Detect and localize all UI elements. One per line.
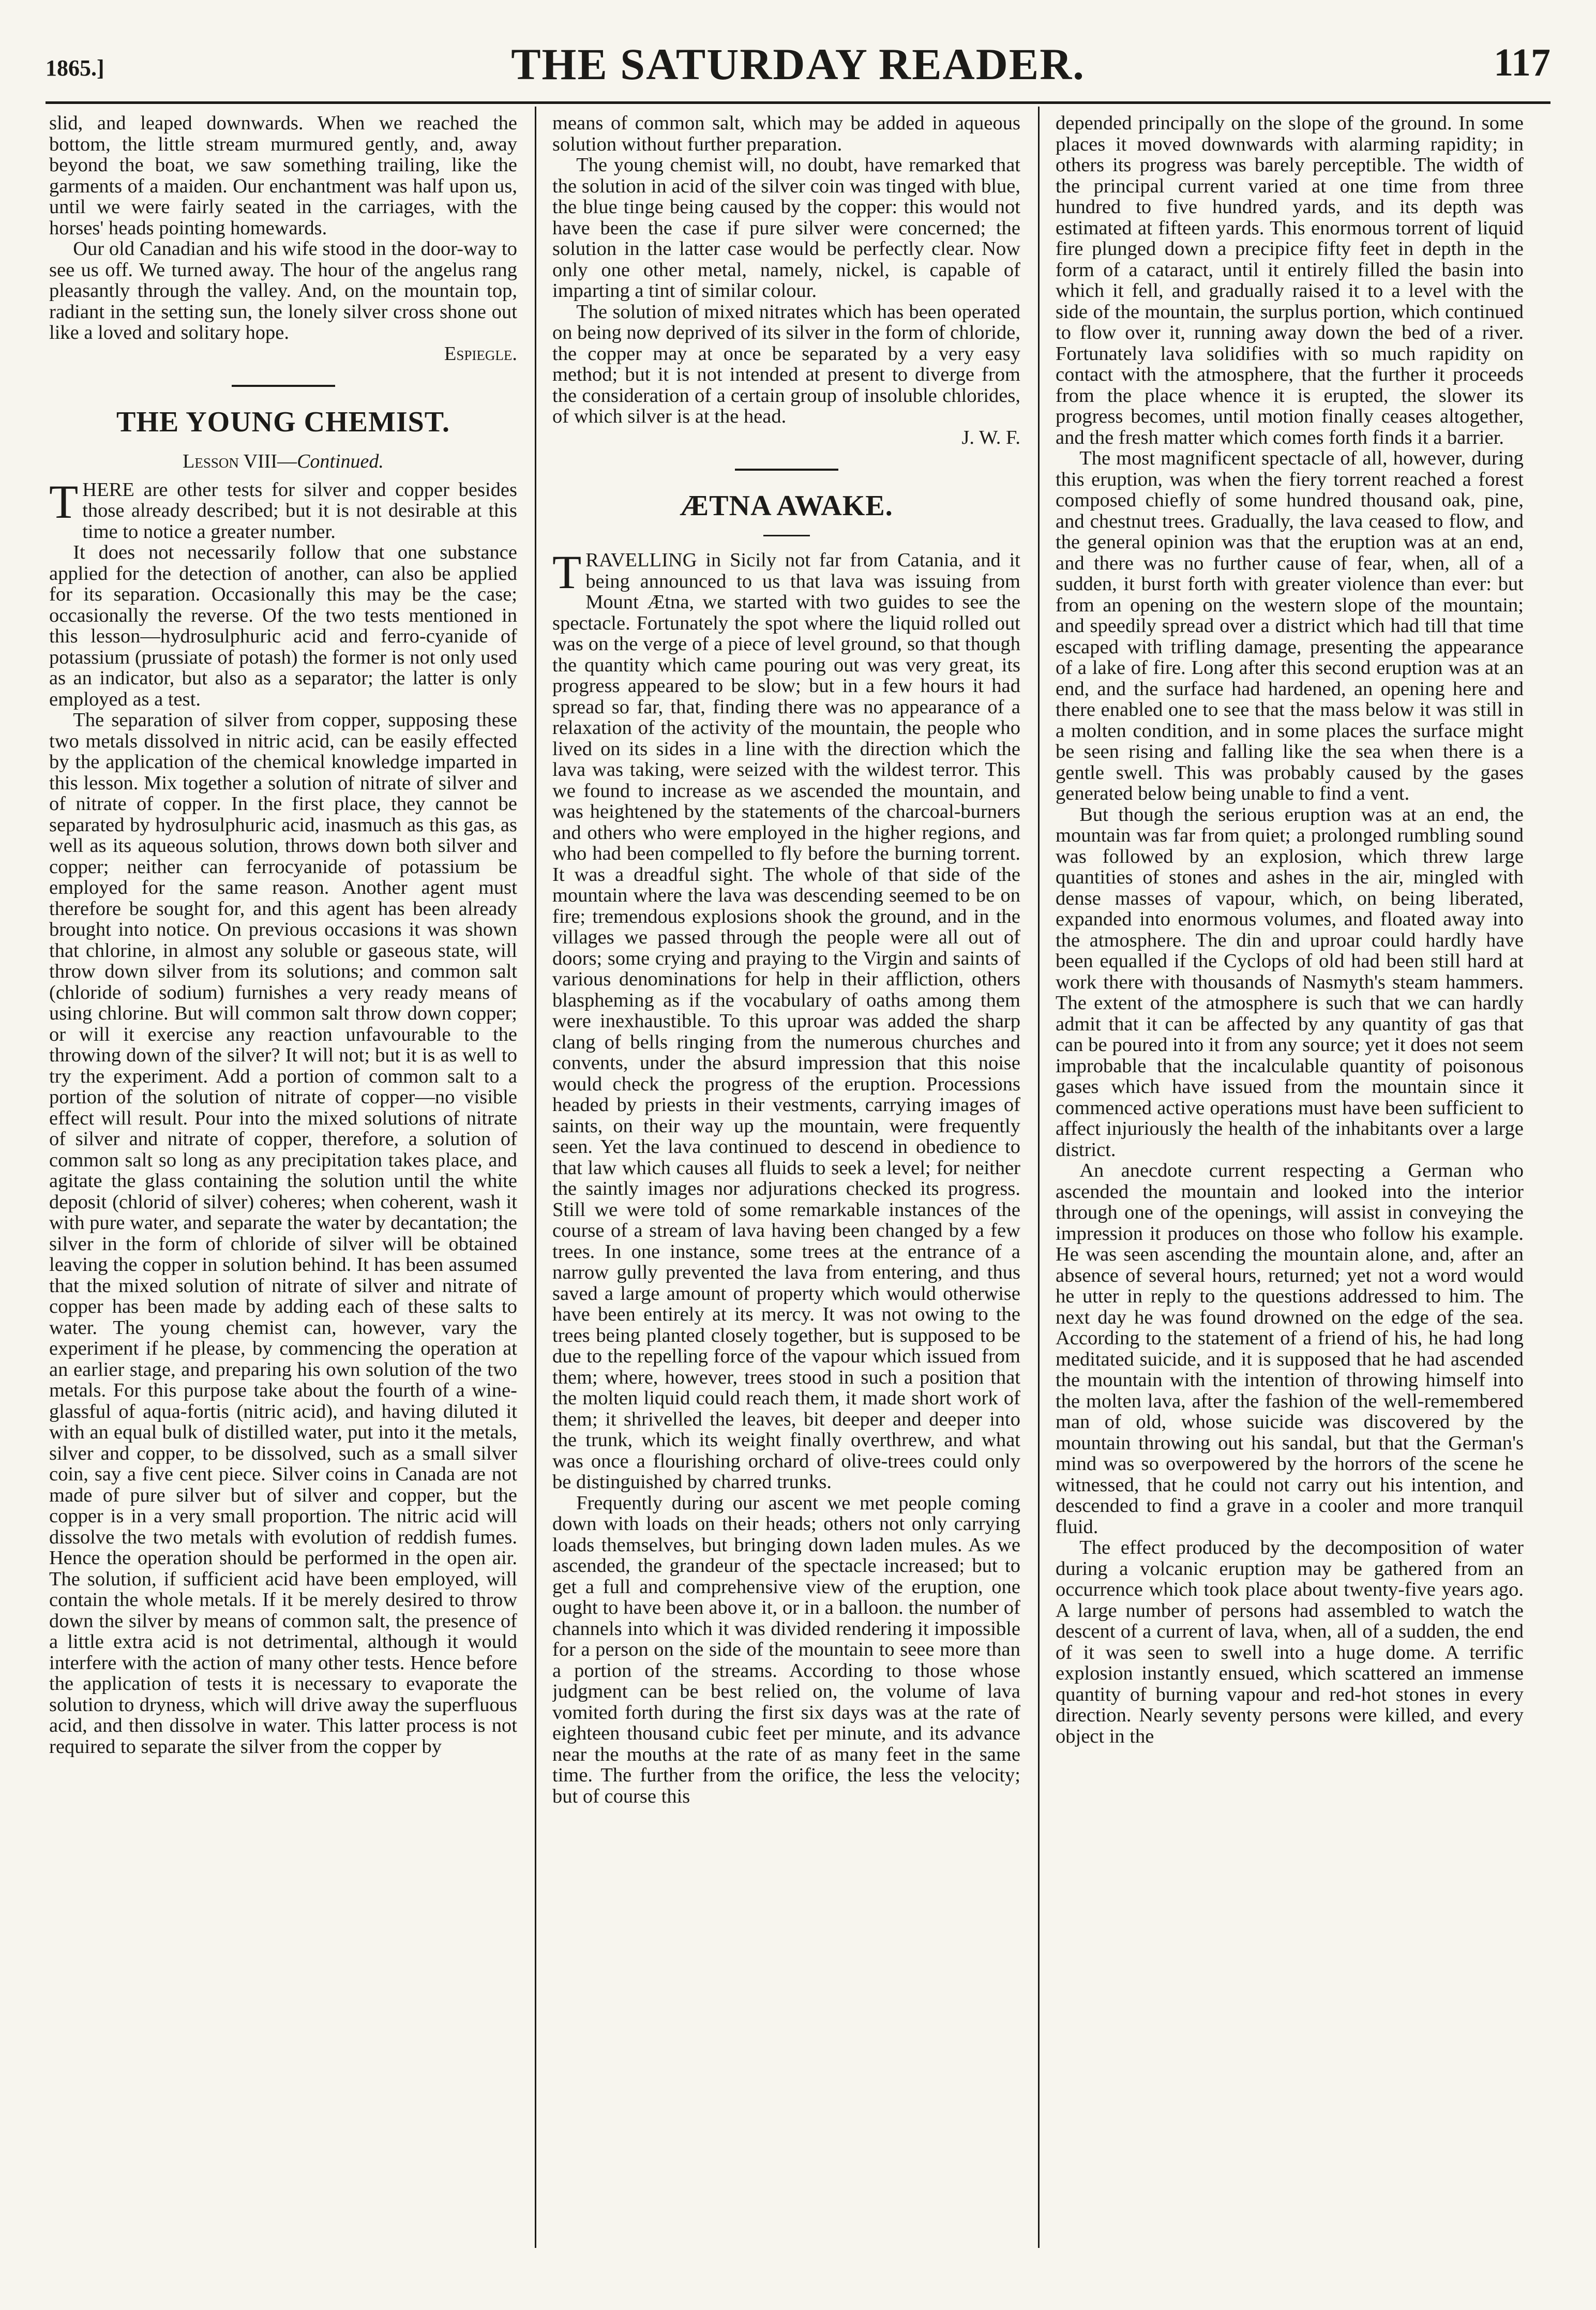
paragraph: An anecdote current respecting a German who ascended the mountain and looked into the interior through one of the openings, will assist in conveying the impression it produces on those who follow his example. He was seen ascending the mountain alone, and, after an absence of several hours, returned; yet not a word would he utter in reply to the questions addressed to him. The next day he was found drowned on the edge of the sea. According to the statement of a friend of his, he had long meditated suicide, and it is supposed that he had ascended the mountain with the intention of throwing himself into the molten lava, after the fashion of the well-remembered man of old, whose suicide was discovered by the mountain throwing out his sandal, but that the German's mind was so overpowered by the horrors of the scene he witnessed, that he could not carry out his intention, and descended to find a grave in a cooler and more tranquil fluid. (1056, 1160, 1524, 1538)
first-paragraph-text: HERE are other tests for silver and copper besides those already described; but it is not desirable at this time to notice a greater number. (82, 478, 517, 543)
paragraph: means of common salt, which may be added in aqueous solution without further preparation. (552, 113, 1020, 155)
title-underline (763, 535, 810, 536)
paragraph: But though the serious eruption was at an end, the mountain was far from quiet; a prolonged rumbling sound was followed by an explosion, which threw large quantities of stones and ashes in the air, mingled with dense masses of vapour, which, on being liberated, expanded into enormous volumes, and floated away into the atmosphere. The din and uproar could hardly have been equalled if the Cyclops of old had been still hard at work there with thousands of Nasmyth's steam hammers. The extent of the atmosphere is such that we can hardly admit that it can be affected by any quantity of gas that can be poured into it from any source; yet it does not seem improbable that the incalculable quantity of poisonous gases which have issued from the mountain since it commenced active operations must have been sufficient to affect injuriously the health of the inhabitants over a large district. (1056, 803, 1524, 1161)
lesson-label: Lesson VIII— (183, 451, 297, 472)
first-paragraph (49, 475, 517, 543)
masthead-rule (46, 101, 1550, 104)
paragraph: The most magnificent spectacle of all, however, during this eruption, was when the fiery torrent reached a forest composed chiefly of some hundred thousand oak, pine, and chestnut trees. Gradually, the lava ceased to flow, and the general opinion was that the eruption was at an end, and there was no further cause of fear, when, all of a sudden, it burst forth with greater violence than ever: but from an opening on the western slope of the mountain; and speedily spread over a district which had till that time escaped with trifling damage, presenting the appearance of a lake of fire. Long after this second eruption was at an end, and the surface had hardened, an opening here and there enabled one to see that the mass below it was still in a molten condition, and in some places the surface might be seen rising and falling like the sea when there is a gentle swell. This was probably caused by the gases generated below being unable to find a vent. (1056, 447, 1524, 804)
paragraph: The separation of silver from copper, supposing these two metals dissolved in nitric acid, can be easily effected by the application of the chemical knowledge imparted in this lesson. Mix together a solution of nitrate of silver and of nitrate of copper. In the first place, they cannot be separated by hydrosulphuric acid, inasmuch as this gas, as well as its aqueous solution, throws down both silver and copper; neither can ferrocyanide of potassium be employed for the same reason. Another agent must therefore be sought for, and this agent has been already brought into notice. On previous occasions it was shown that chlorine, in almost any soluble or gaseous state, will throw down silver from its solutions; and common salt (chloride of sodium) furnishes a very ready means of using chlorine. But will common salt throw down copper; or will it exercise any reaction unfavourable to the throwing down of the silver? It will not; but it is as well to try the experiment. Add a portion of common salt to a portion of the solution of nitrate of copper—no visible effect will result. Pour into the mixed solutions of nitrate of silver and nitrate of copper, therefore, a solution of common salt so long as any precipitation takes place, and agitate the glass containing the solution until the white deposit (chlorid of silver) coheres; when coherent, wash it with pure water, and separate the water by decantation; the silver in the form of chloride of silver will be obtained leaving the copper in solution behind. It has been assumed that the mixed solution of nitrate of silver and nitrate of copper has been made by adding each of these salts to water. The young chemist can, however, vary the experiment if he please, by commencing the operation at an earlier stage, and preparing his own solution of the two metals. For this purpose take about the fourth of a wine-glassful of aqua-fortis (nitric acid), and having diluted it with an equal bulk of distilled water, put into it the metals, silver and copper, to be dissolved, such as a small silver coin, say a five cent piece. Silver coins in Canada are not made of pure silver but of silver and copper, but the copper is in a very small proportion. The nitric acid will dissolve the two metals with evolution of reddish fumes. Hence the operation should be performed in the open air. The solution, if sufficient acid have been employed, will contain the whole metals. If it be merely desired to throw down the silver by means of common salt, the presence of a little extra acid is not detrimental, although it would interfere with the action of many other tests. Hence before the application of tests it is necessary to evaporate the solution to dryness, which will drive away the superfluous acid, and then dissolve in water. This latter process is not required to separate the silver from the copper by (49, 709, 517, 1758)
masthead (46, 34, 1550, 91)
first-paragraph-text: RAVELLING in Sicily not far from Catania, and it being announced to us that lava was issuing from Mount Ætna, we started with two guides to see the spectacle. Fortunately the spot where the liquid rolled out was on the verge of a piece of level ground, so that though the quantity which came pouring out was very great, its progress appeared to be slow; but in a few hours it had spread so far, that, finding there was no appearance of a relaxation of the activity of the mountain, the people who lived on its sides in a line with the direction which the lava was taking, were seized with the wildest terror. This we found to increase as we ascended the mountain, and was heightened by the statements of the charcoal-burners and others who were employed in the higher regions, and who had been compelled to fly before the burning torrent. It was a dreadful sight. The whole of that side of the mountain where the lava was descending seemed to be on fire; tremendous explosions shook the ground, and in the villages we passed through the people were all out of doors; some crying and praying to the Virgin and saints of various denominations for help in their affliction, others blaspheming as if the vocabulary of oaths among them were inexhaustible. To this uproar was added the sharp clang of bells ringing from the numerous churches and convents, under the absurd impression that this noise would check the progress of the eruption. Processions headed by priests in their vestments, carrying images of saints, on their way up the mountain, were frequently seen. Yet the lava continued to descend in obedience to that law which causes all fluids to seek a level; for neither the saintly images nor adjurations checked its progress. Still we were told of some remarkable instances of the course of a stream of lava having been changed by a few trees. In one instance, some trees at the entrance of a narrow gully prevented the lava from entering, and thus saved a large amount of property which would otherwise have been entirely at its mercy. It was not owing to the trees being planted closely together, but is supposed to be due to the repelling force of the vapour which issued from them; where, however, trees stood in such a position that the molten liquid could reach them, it made short work of them; it shrivelled the leaves, bit deeper and deeper into the trunk, which its weight finally overthrew, and what was once a flourishing orchard of olive-trees could only be distinguished by charred trunks. (552, 549, 1020, 1493)
author-signature: Espiegle. (444, 342, 517, 365)
page-number: 117 (1494, 41, 1550, 84)
paragraph: The effect produced by the decomposition of water during a volcanic eruption may be gathered from an occurrence which took place about twenty-five years ago. A large number of persons had assembled to watch the descent of a current of lava, when, all of a sudden, the end of it was seen to swell into a huge dome. A terrific explosion instantly ensued, which scattered an immense quantity of burning vapour and red-hot stones in every direction. Nearly seventy persons were killed, and every object in the (1056, 1537, 1524, 1747)
lesson-continued: Continued. (297, 451, 384, 472)
first-paragraph (552, 546, 1020, 1493)
column-3 (1056, 113, 1524, 2259)
paragraph: The young chemist will, no doubt, have remarked that the solution in acid of the silver coin was tinged with blue, the blue tinge being caused by the copper: this would not have been the case if pure silver were concerned; the solution in the latter case would be perfectly clear. Now only one other metal, namely, nickel, is capable of imparting a tint of similar colour. (552, 154, 1020, 302)
publication-title: THE SATURDAY READER. (511, 39, 1085, 89)
section-title-aetna-awake: ÆTNA AWAKE. (680, 490, 893, 522)
column-2 (552, 113, 1020, 2259)
paragraph: Frequently during our ascent we met people coming down with loads on their heads; others not only carrying loads themselves, but bringing down laden mules. As we ascended, the grandeur of the spectacle increased; but to get a full and comprehensive view of the eruption, one ought to have been above it, or in a balloon. the number of channels into which it was divided rendering it impossible for a person on the side of the mountain to seee more than a portion of the streams. According to those whose judgment can be best relied on, the volume of lava vomited forth during the first six days was at the rate of eighteen thousand cubic feet per minute, and its advance near the mouths at the rate of as many feet in the same time. The further from the orifice, the less the velocity; but of course this (552, 1492, 1020, 1807)
column-1 (49, 113, 517, 2259)
column-divider-2 (1038, 107, 1040, 2248)
drop-cap: T (49, 475, 79, 528)
column-divider-1 (535, 107, 536, 2248)
issue-date: 1865.] (46, 55, 104, 81)
author-signature: J. W. F. (961, 426, 1020, 448)
section-divider (232, 385, 335, 387)
paragraph: slid, and leaped downwards. When we reached the bottom, the little stream murmured gently, and, away beyond the boat, we saw something trailing, like the garments of a maiden. Our enchantment was half upon us, until we were fairly seated in the carriages, with the horses' heads pointing homewards. (49, 113, 517, 239)
drop-cap: T (552, 546, 582, 598)
paragraph: The solution of mixed nitrates which has been operated on being now deprived of its silver in the form of chloride, the copper may at once be separated by a very easy method; but it is not intended at present to diverge from the consideration of a certain group of insoluble chlorides, of which silver is at the head. (552, 301, 1020, 427)
paragraph: Our old Canadian and his wife stood in the door-way to see us off. We turned away. The hour of the angelus rang pleasantly through the valley. And, on the mountain top, radiant in the setting sun, the lonely silver cross shone out like a loved and solitary hope. (49, 238, 517, 343)
lesson-heading (49, 451, 517, 472)
paragraph: depended principally on the slope of the ground. In some places it moved downwards with alarming rapidity; in others its progress was barely perceptible. The width of the principal current varied at one time from three hundred to five hundred yards, and its depth was estimated at fifteen yards. This enormous torrent of liquid fire plunged down a precipice fifty feet in depth in the form of a cataract, until it entirely filled the basin into which it fell, and gradually raised it to a level with the side of the mountain, the surplus portion, which continued to flow over it, running away down the bed of a river. Fortunately lava solidifies with so much rapidity on contact with the atmosphere, that the further it proceeds from the place whence it is erupted, the slower its progress becomes, until motion finally ceases altogether, and the fresh matter which comes forth finds it a barrier. (1056, 113, 1524, 448)
section-divider (735, 469, 838, 471)
section-title-young-chemist: THE YOUNG CHEMIST. (116, 406, 450, 438)
paragraph: It does not necessarily follow that one substance applied for the detection of another, can also be applied for its separation. Occasionally this may be the case; occasionally the reverse. Of the two tests mentioned in this lesson—hydrosulphuric acid and ferro-cyanide of potassium (prussiate of potash) the former is not only used as an indicator, but also as a separator; the latter is only employed as a test. (49, 542, 517, 710)
